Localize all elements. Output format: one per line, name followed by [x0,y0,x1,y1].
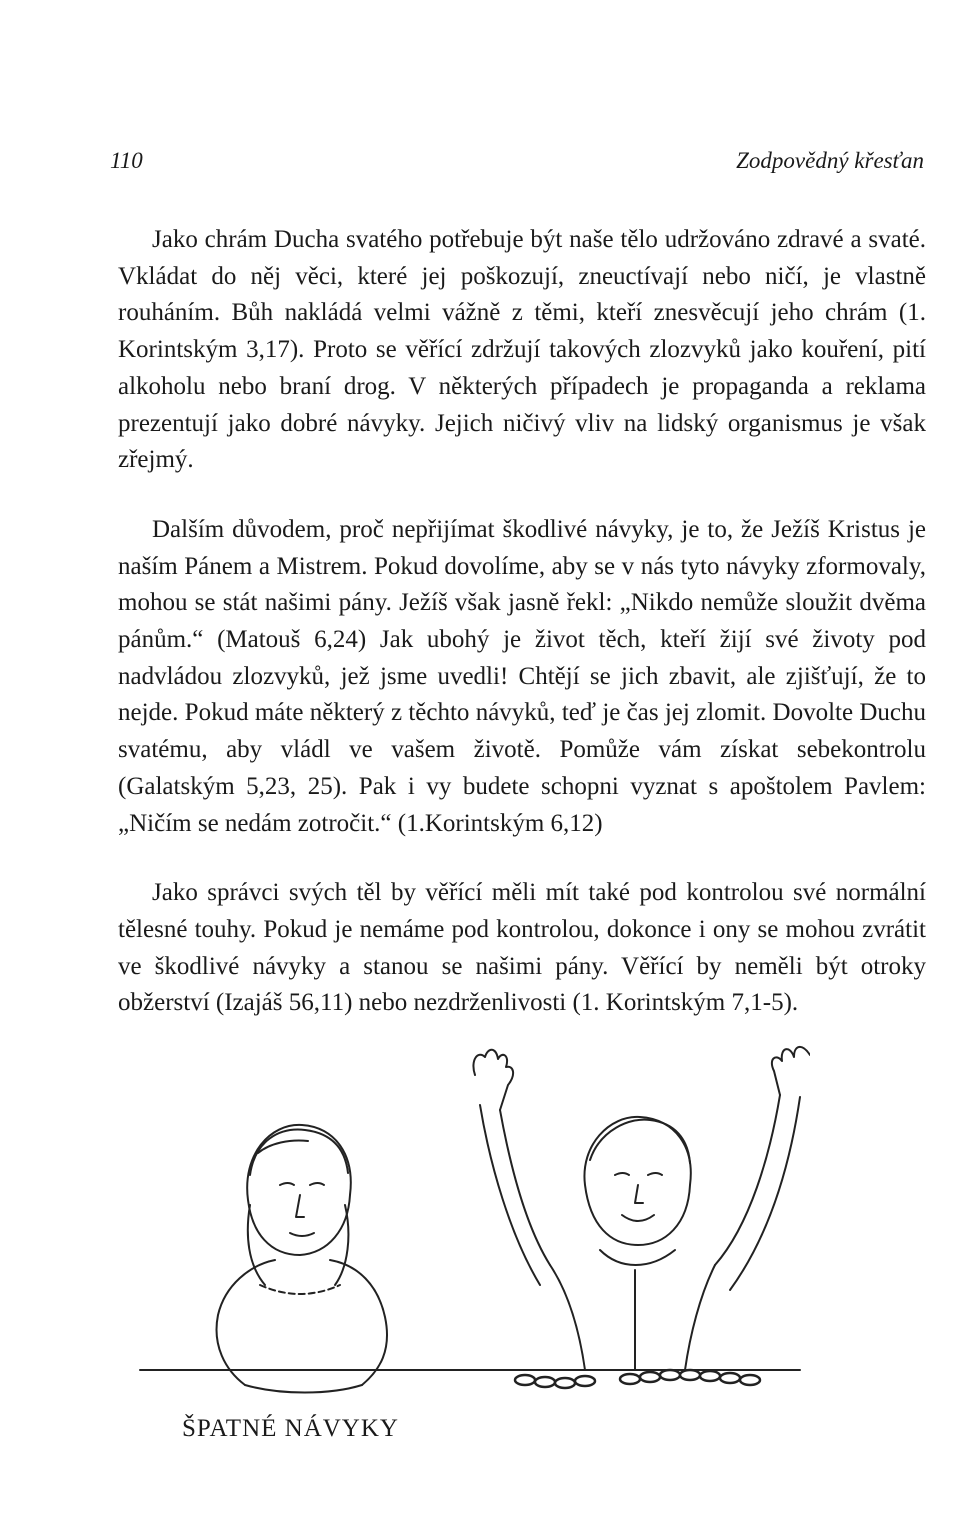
body-text [118,222,926,1055]
paragraph-3: Jako správci svých těl by věřící měli mít také pod kontrolou své normální tělesné touhy. Pokud je nemáme pod kontrolou, dokonce i ony se mohou zvrátit ve škodlivé návyky a stanou se našimi pány. Věřící by neměli být otroky obžerství (Izajáš 56,11) nebo nezdrženlivosti (1. Korintským 7,1-5). [118,879,926,1017]
broken-chain [515,1370,760,1388]
paragraph-2: Dalším důvodem, proč nepřijímat škodlivé návyky, je to, že Ježíš Kristus je naším Pánem a Mistrem. Pokud dovolíme, aby se v nás tyto návyky zformovaly, mohou se stát našimi pány. Ježíš však jasně řekl: „Nikdo nemůže sloužit dvěma pánům.“ (Matouš 6,24) Jak ubohý je život těch, kteří žijí své životy pod nadvládou zlozvyků, jež jsme uvedli! Chtějí se jich zbavit, ale zjišťují, že to nejde. Pokud máte některý z těchto návyků, teď je čas jej zlomit. Dovolte Duchu svatému, aby vládl ve vašem životě. Pomůže vám získat sebekontrolu (Galatským 5,23, 25). Pak i vy budete schopni vyznat s apoštolem Pavlem: „Ničím se nedám zotročit.“ (1.Korintským 6,12) [118,515,926,837]
illustration [130,1035,810,1465]
illustration-caption: ŠPATNÉ NÁVYKY [182,1415,399,1442]
chained-man-figure [217,1125,387,1393]
paragraph-1: Jako chrám Ducha svatého potřebuje být naše tělo udržováno zdravé a svaté. Vkládat do něj věci, které jej poškozují, zneuctívají nebo ničí, je vlastně rouháním. Bůh nakládá velmi vážně z těmi, kteří znesvěcují jeho chrám (1. Korintským 3,17). Proto se věřící zdržují takových zlozvyků jako kouření, pití alkoholu nebo braní drog. V některých případech je propaganda a reklama prezentují jako dobré návyky. Jejich ničivý vliv na lidský organismus je však zřejmý. [118,226,926,474]
free-man-figure [473,1047,810,1370]
page-header [110,148,924,182]
running-title: Zodpovědný křesťan [736,148,924,173]
bad-habits-drawing [130,1035,810,1465]
page-number: 110 [110,148,143,173]
